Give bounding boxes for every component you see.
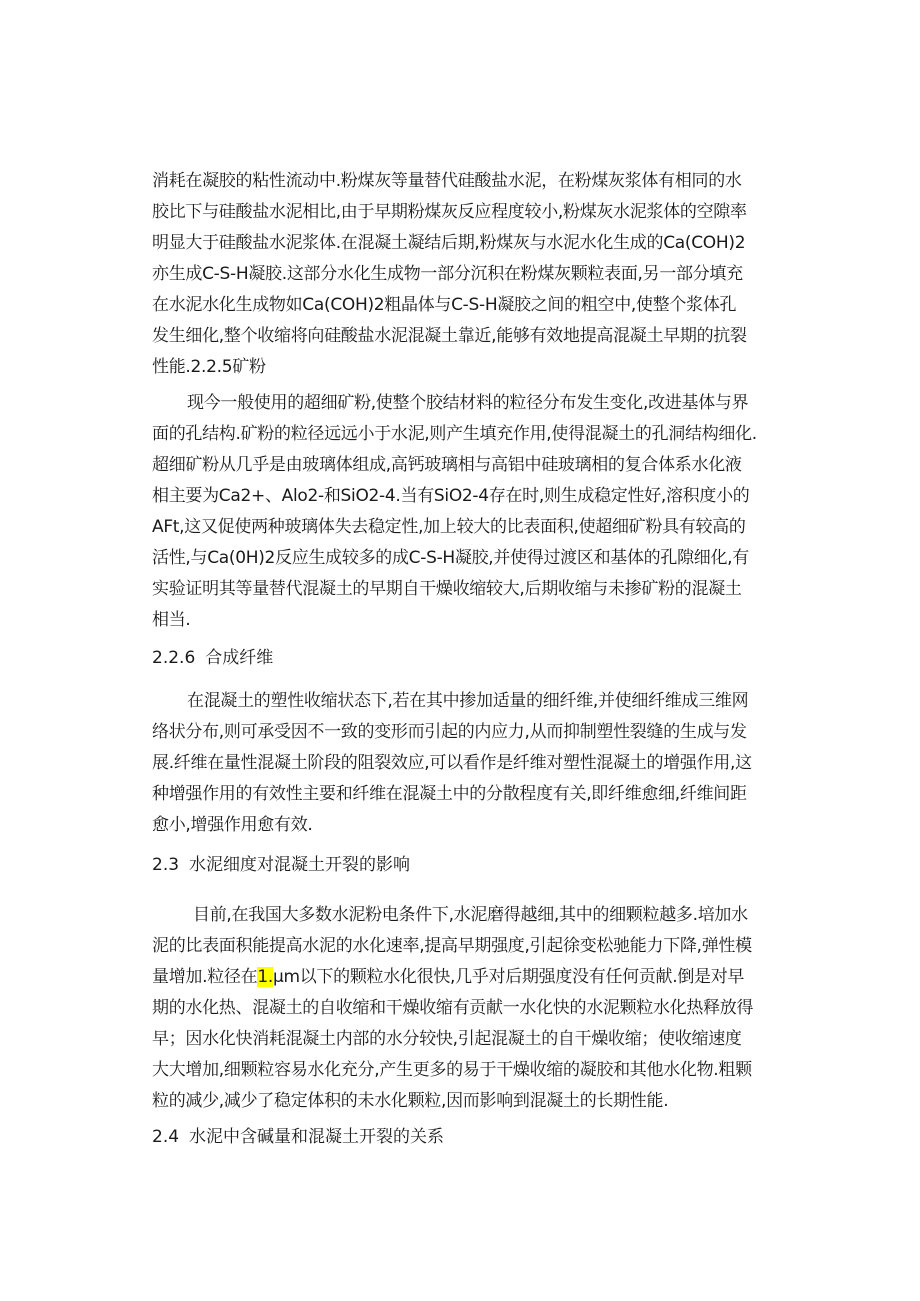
section-title: 合成纤维 <box>205 648 274 668</box>
text-line: 期的水化热、混凝土的自收缩和干燥收缩有贡献一水化快的水泥颗粒水化热释放得 <box>152 998 754 1018</box>
text-line: 目前,在我国大多数水泥粉电条件下,水泥磨得越细,其中的细颗粒越多.培加水 <box>193 905 748 925</box>
text-line: 面的孔结构.矿粉的粒径远远小于水泥,则产生填充作用,使得混凝土的孔洞结构细化. <box>152 424 757 444</box>
section-number: 2.3 <box>152 855 180 875</box>
text-segment: 量增加.粒径在 <box>152 967 258 987</box>
highlighted-text: 1. <box>257 967 273 987</box>
text-line <box>152 967 744 987</box>
text-line: AFt,这又促使两种玻璃体失去稳定性,加上较大的比表面积,使超细矿粉具有较高的 <box>152 517 746 537</box>
text-line: 种增强作用的有效性主要和纤维在混凝土中的分散程度有关,即纤维愈细,纤维间距 <box>152 784 747 804</box>
text-line: 大大增加,细颗粒容易水化充分,产生更多的易于干燥收缩的凝胶和其他水化物.粗颗 <box>152 1060 752 1080</box>
text-line: 性能.2.2.5矿粉 <box>152 357 266 377</box>
text-line: 粒的减少,减少了稳定体积的未水化颗粒,因而影响到混凝土的长期性能. <box>152 1091 669 1111</box>
text-line: 现今一般使用的超细矿粉,使整个胶结材料的粒径分布发生变化,改进基体与界 <box>187 393 749 413</box>
text-line: 实验证明其等量替代混凝土的早期自干燥收缩较大,后期收缩与未掺矿粉的混凝土 <box>152 579 742 599</box>
section-title: 水泥细度对混凝土开裂的影响 <box>189 855 411 875</box>
text-line: 发生细化,整个收缩将向硅酸盐水泥混凝土靠近,能够有效地提高混凝土早期的抗裂 <box>152 326 747 346</box>
text-line: 相当. <box>152 610 191 630</box>
text-line: 在水泥水化生成物如Ca(COH)2粗晶体与C-S-H凝胶之间的粗空中,使整个浆体孔 <box>152 295 737 315</box>
text-line: 络状分布,则可承受因不一致的变形而引起的内应力,从而抑制塑性裂缝的生成与发 <box>152 722 747 742</box>
section-number: 2.4 <box>152 1127 180 1147</box>
text-line: 愈小,增强作用愈有效. <box>152 815 313 835</box>
text-line: 明显大于硅酸盐水泥浆体.在混凝土凝结后期,粉煤灰与水泥水化生成的Ca(COH)2 <box>152 233 746 253</box>
text-line: 早；因水化快消耗混凝土内部的水分较快,引起混凝土的自干燥收缩；使收缩速度 <box>152 1029 742 1049</box>
section-heading-2-2-6 <box>152 648 273 668</box>
text-line: 消耗在凝胶的粘性流动中.粉煤灰等量替代硅酸盐水泥，在粉煤灰浆体有相同的水 <box>152 171 742 191</box>
text-line: 在混凝土的塑性收缩状态下,若在其中掺加适量的细纤维,并使细纤维成三维网 <box>187 691 749 711</box>
section-heading-2-3 <box>152 855 410 875</box>
section-heading-2-4 <box>152 1127 444 1147</box>
text-line: 泥的比表面积能提高水泥的水化速率,提高早期强度,引起徐变松驰能力下降,弹性模 <box>152 936 752 956</box>
text-line: 亦生成C-S-H凝胶.这部分水化生成物一部分沉积在粉煤灰颗粒表面,另一部分填充 <box>152 264 743 284</box>
text-segment: μm以下的颗粒水化很快,几乎对后期强度没有任何贡献.倒是对早 <box>272 967 745 987</box>
text-line: 超细矿粉从几乎是由玻璃体组成,高钙玻璃相与高铝中硅玻璃相的复合体系水化液 <box>152 455 742 475</box>
section-title: 水泥中含碱量和混凝土开裂的关系 <box>189 1127 445 1147</box>
text-line: 展.纤维在量性混凝土阶段的阻裂效应,可以看作是纤维对塑性混凝土的增强作用,这 <box>152 753 752 773</box>
text-line: 相主要为Ca2+、Alo2-和SiO2-4.当有SiO2-4存在时,则生成稳定性好,溶积度小的 <box>152 486 750 506</box>
text-line: 活性,与Ca(0H)2反应生成较多的成C-S-H凝胶,并使得过渡区和基体的孔隙细化,有 <box>152 548 749 568</box>
section-number: 2.2.6 <box>152 648 196 668</box>
text-line: 胶比下与硅酸盐水泥相比,由于早期粉煤灰反应程度较小,粉煤灰水泥浆体的空隙率 <box>152 202 747 222</box>
